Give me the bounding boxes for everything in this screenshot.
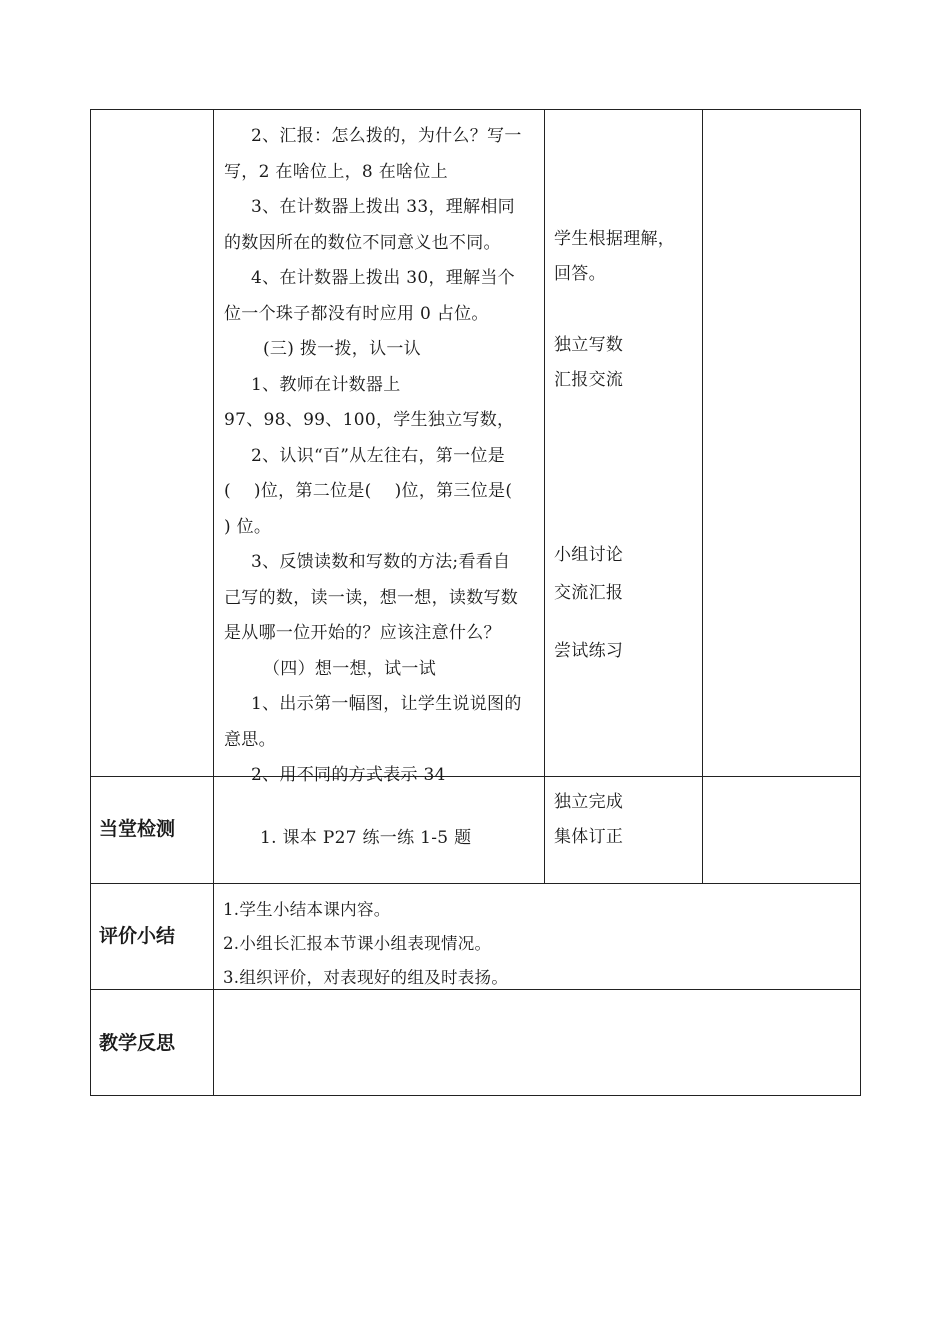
row-label-summary: 评价小结: [99, 925, 176, 947]
text-line: 97、98、99、100，学生独立写数，: [224, 410, 515, 430]
section-heading: (三) 拨一拨，认一认: [263, 339, 421, 359]
text-line: 3、在计数器上拨出 33，理解相同: [251, 197, 515, 217]
text-line: 位一个珠子都没有时应用 0 占位。: [224, 303, 489, 324]
text-line: 3、反馈读数和写数的方法;看看自: [251, 552, 511, 572]
text-line: 的数因所在的数位不同意义也不同。: [224, 232, 501, 253]
table-border-right: [860, 109, 861, 1096]
text-line: 2、用不同的方式表示 34: [251, 765, 446, 785]
student-activity-line: 尝试练习: [554, 641, 624, 661]
row-label-reflection: 教学反思: [99, 1032, 176, 1054]
text-line: 4、在计数器上拨出 30，理解当个: [251, 268, 515, 288]
column-divider: [702, 109, 703, 883]
student-activity-line: 学生根据理解，: [554, 229, 676, 249]
table-border-bottom: [90, 1095, 861, 1096]
summary-content: [223, 893, 843, 995]
student-activity-line: 独立写数: [554, 335, 624, 355]
text-line: 是从哪一位开始的？应该注意什么？: [224, 623, 501, 643]
student-activity-line: 独立完成: [554, 792, 624, 812]
text-line: 写，2 在啥位上，8 在啥位上: [224, 161, 448, 182]
section-heading: （四）想一想，试一试: [263, 658, 436, 679]
text-line: ( )位，第二位是( )位，第三位是(: [224, 481, 513, 501]
check-content: 1. 课本 P27 练一练 1-5 题: [260, 828, 472, 848]
column-divider: [213, 109, 214, 1096]
student-activity-line: 回答。: [554, 264, 606, 284]
student-activity-line: 小组讨论: [554, 545, 624, 565]
text-line: 意思。: [224, 729, 276, 750]
row-divider: [90, 883, 861, 884]
teacher-activity-cell: [224, 119, 540, 794]
student-activity-line: 汇报交流: [554, 370, 624, 390]
summary-item: 2.小组长汇报本节课小组表现情况。: [223, 934, 492, 953]
text-line: ) 位。: [224, 516, 272, 537]
student-activity-line: 集体订正: [554, 827, 624, 847]
row-label-check: 当堂检测: [99, 818, 176, 840]
table-border-top: [90, 109, 861, 110]
summary-item: 3.组织评价，对表现好的组及时表扬。: [223, 968, 509, 987]
text-line: 2、认识“百”从左往右，第一位是: [251, 445, 505, 466]
lesson-plan-table: [90, 109, 861, 1096]
text-line: 1、教师在计数器上: [251, 374, 401, 395]
text-line: 2、汇报：怎么拨的，为什么？写一: [251, 126, 522, 146]
text-line: 1、出示第一幅图，让学生说说图的: [251, 694, 522, 714]
text-line: 己写的数，读一读，想一想，读数写数: [224, 587, 519, 608]
student-activity-line: 交流汇报: [554, 583, 624, 603]
column-divider: [544, 109, 545, 883]
summary-item: 1.学生小结本课内容。: [223, 900, 391, 919]
